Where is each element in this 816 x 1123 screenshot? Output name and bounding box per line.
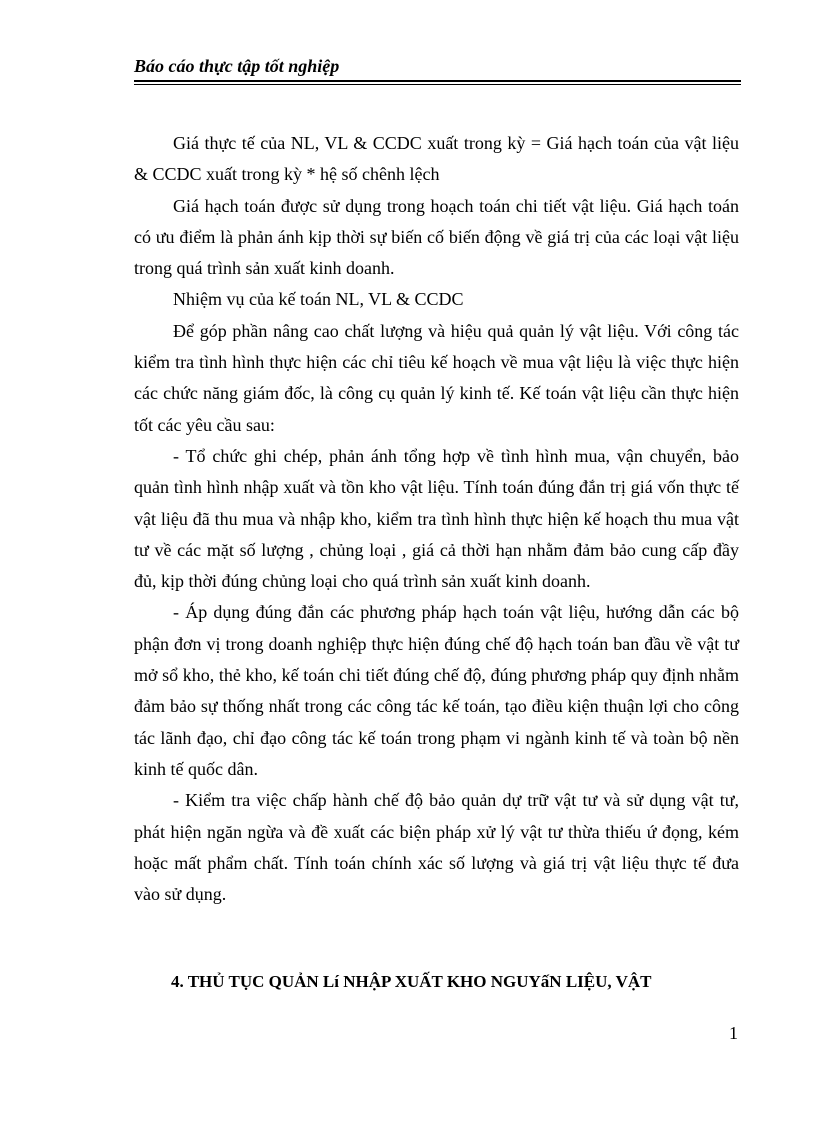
header-title: Báo cáo thực tập tốt nghiệp [134,56,340,76]
header-rule-thin [134,84,741,85]
paragraph-requirements-intro: Để góp phần nâng cao chất lượng và hiệu quả quản lý vật liệu. Với công tác kiểm tra tình hình thực hiện các chỉ tiêu kế hoạch về mua vật liệu là việc thực hiện các chức năng giám đốc, là công cụ quản lý kinh tế. Kế toán vật liệu cần thực hiện tốt các yêu cầu sau: [134,320,739,435]
bullet-item-inspection: - Kiểm tra việc chấp hành chế độ bảo quản dự trữ vật tư và sử dụng vật tư, phát hiện ngăn ngừa và đề xuất các biện pháp xử lý vật tư thừa thiếu ứ đọng, kém hoặc mất phẩm chất. Tính toán chính xác số lượng và giá trị vật liệu thực tế đưa vào sử dụng. [134,790,739,905]
paragraph-accounting-price: Giá hạch toán được sử dụng trong hoạch toán chi tiết vật liệu. Giá hạch toán có ưu điểm là phản ánh kịp thời sự biến cố biến động về giá trị của các loại vật liệu trong quá trình sản xuất kinh doanh. [134,195,739,279]
bullet-item-recording: - Tổ chức ghi chép, phản ánh tổng hợp về tình hình mua, vận chuyển, bảo quản tình hình nhập xuất và tồn kho vật liệu. Tính toán đúng đắn trị giá vốn thực tế vật liệu đã thu mua và nhập kho, kiểm tra tình hình thực hiện kế hoạch thu mua vật tư về các mặt số lượng , chủng loại , giá cả thời hạn nhằm đảm bảo cung cấp đầy đủ, kịp thời đúng chủng loại cho quá trình sản xuất kinh doanh. [134,445,739,592]
document-body [134,128,739,910]
page-number: 1 [729,1023,738,1043]
bullet-item-methods: - Áp dụng đúng đắn các phương pháp hạch toán vật liệu, hướng dẫn các bộ phận đơn vị trong doanh nghiệp thực hiện đúng chế độ hạch toán ban đầu về vật tư mở sổ kho, thẻ kho, kế toán chi tiết đúng chế độ, đúng phương pháp quy định nhằm đảm bảo sự thống nhất trong các công tác kế toán, tạo điều kiện thuận lợi cho công tác lãnh đạo, chỉ đạo công tác kế toán trong phạm vi ngành kinh tế và toàn bộ nền kinh tế quốc dân. [134,602,739,779]
section-heading: 4. THỦ TỤC QUẢN Lí NHẬP XUẤT KHO NGUYấN LIỆU, VẬT [171,972,652,991]
page-header [134,55,741,77]
paragraph-duties-title: Nhiệm vụ của kế toán NL, VL & CCDC [173,289,464,310]
paragraph-actual-price-formula: Giá thực tế của NL, VL & CCDC xuất trong kỳ = Giá hạch toán của vật liệu & CCDC xuất trong kỳ * hệ số chênh lệch [134,133,739,185]
header-rule-thick [134,80,741,82]
